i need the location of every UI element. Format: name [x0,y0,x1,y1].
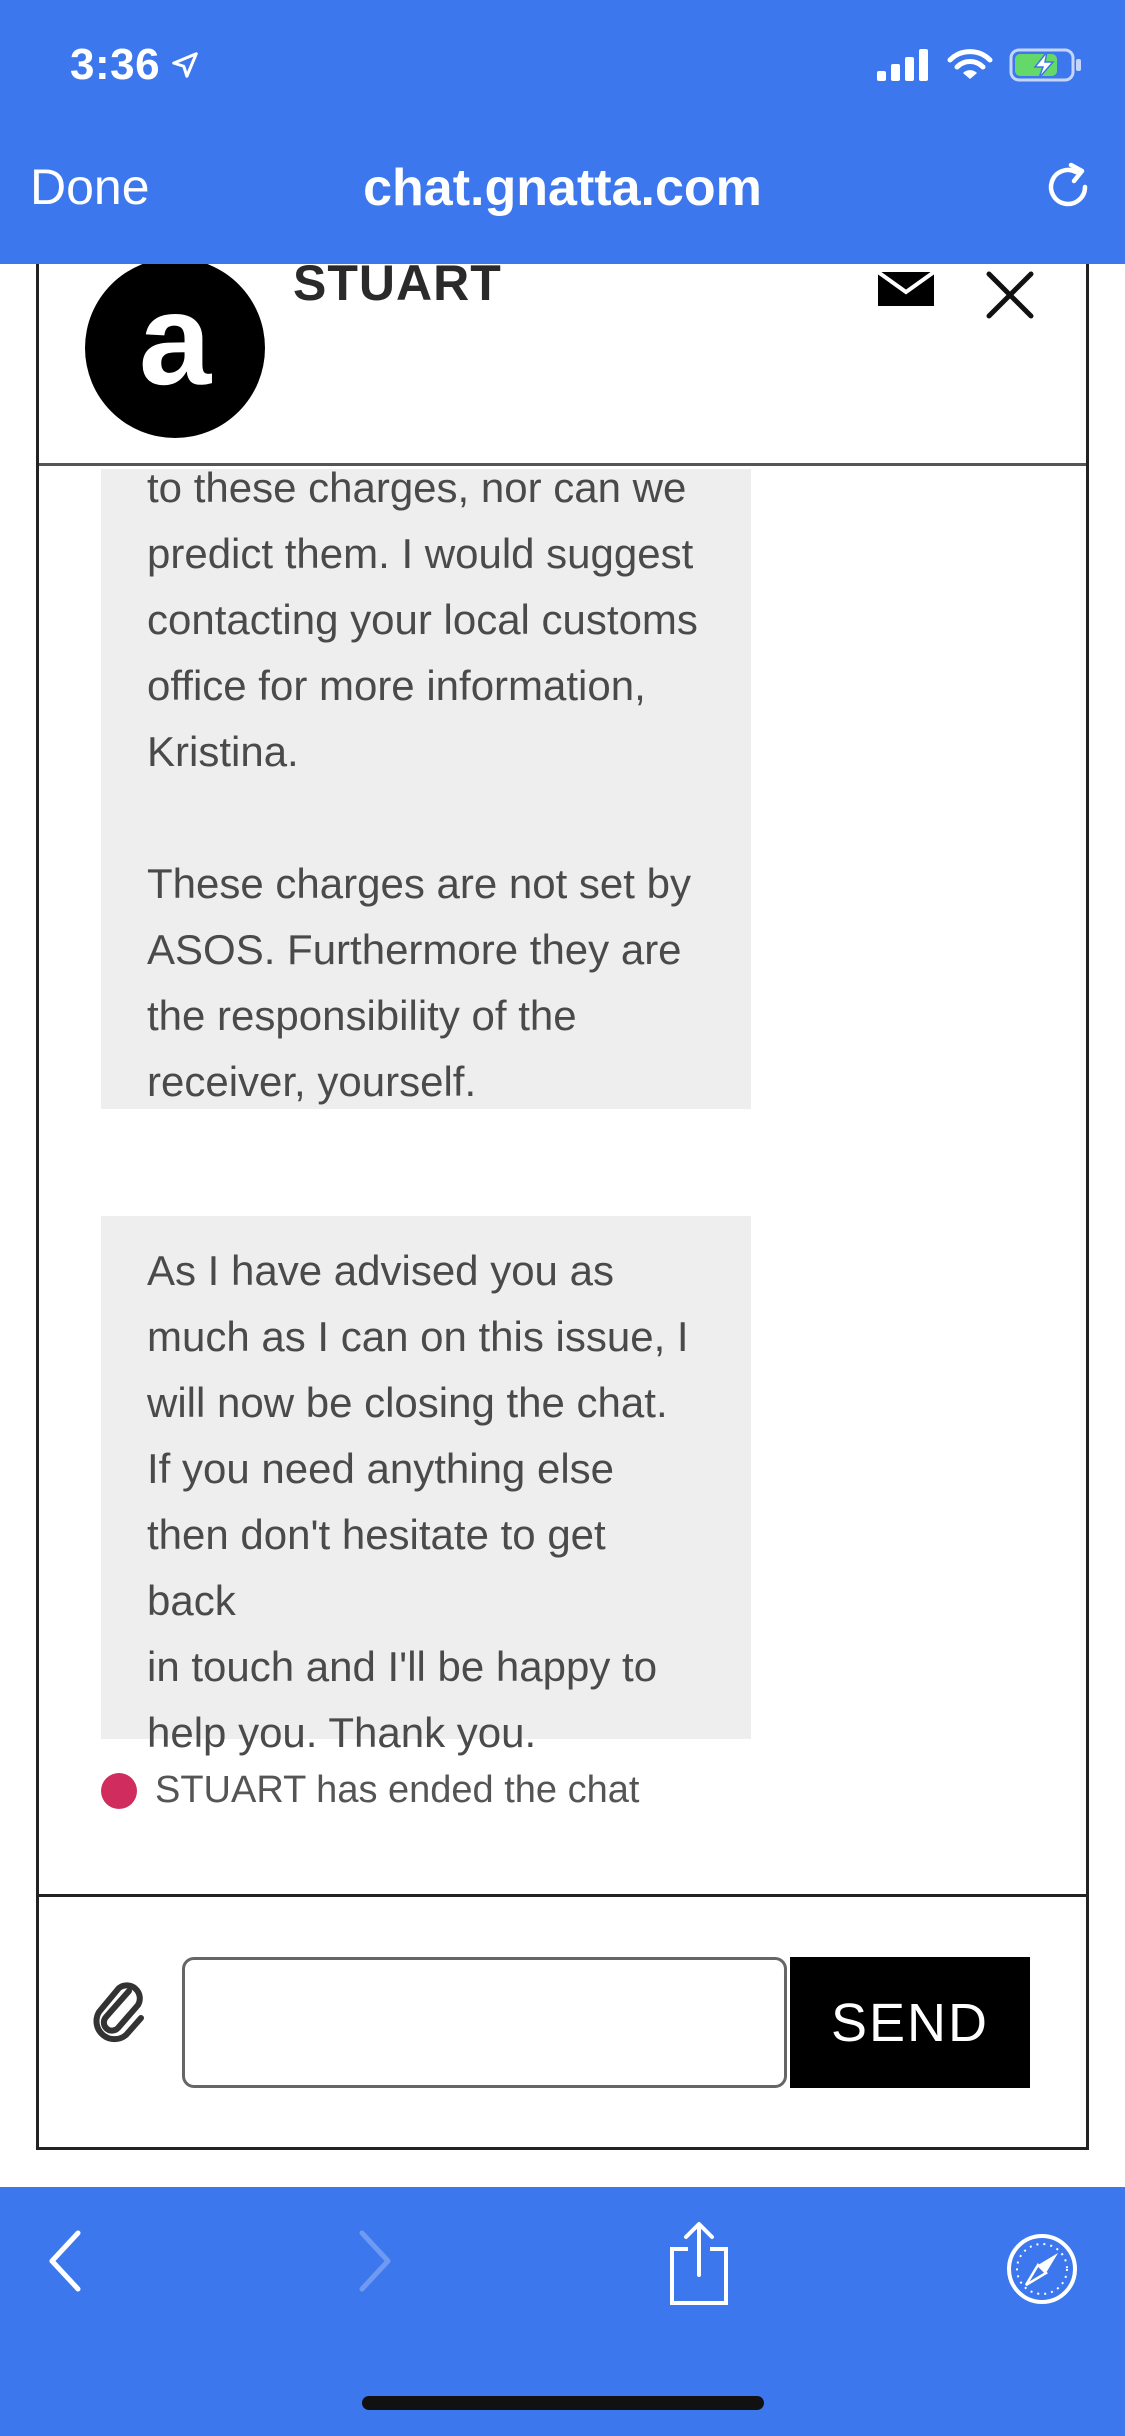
message-list[interactable] [39,469,1086,1894]
chevron-right-icon [352,2227,396,2295]
chat-ended-text: STUART has ended the chat [155,1769,640,1811]
agent-name: STUART [293,264,502,311]
message-input[interactable] [182,1957,787,2088]
wifi-icon [947,48,993,82]
chevron-left-icon [44,2227,88,2295]
forward-button[interactable] [352,2227,396,2300]
status-dot [101,1773,137,1809]
agent-message-bubble: to these charges, nor can we predict them. I would suggest contacting your local customs office for more information, Kristina. These charges are not set by ASOS. Furthermore they are the responsibility of the receiver, yourself. [101,469,751,1109]
status-time [70,40,200,90]
reload-icon [1041,160,1095,214]
location-arrow-icon [170,50,200,80]
chat-ended-notice [101,1769,639,1812]
done-button[interactable]: Done [30,159,150,215]
home-indicator[interactable] [362,2396,764,2410]
send-button[interactable]: SEND [790,1957,1030,2088]
mail-icon [877,268,935,310]
back-button[interactable] [44,2227,88,2300]
close-chat-button[interactable] [981,266,1039,329]
share-icon [668,2221,730,2305]
email-transcript-button[interactable] [877,268,935,315]
reload-button[interactable] [1041,160,1095,219]
paperclip-icon [91,1977,147,2045]
compass-icon [1006,2233,1078,2305]
attach-button[interactable] [91,1977,147,2050]
open-in-safari-button[interactable] [1006,2233,1078,2310]
avatar: a [85,264,265,438]
status-icons [877,48,1083,82]
share-button[interactable] [668,2221,730,2310]
agent-message-bubble: As I have advised you as much as I can on this issue, I will now be closing the chat. If you need anything else then don't hesitate to get back in touch and I'll be happy to help you. Thank you. [101,1216,751,1739]
status-time-text: 3:36 [70,40,161,89]
battery-charging-icon [1009,48,1083,82]
message-composer [39,1894,1086,2147]
close-icon [981,266,1039,324]
browser-top-bar [0,0,1125,264]
chat-window [36,264,1089,2150]
chat-header [39,264,1086,466]
signal-icon [877,49,931,81]
url-display[interactable]: chat.gnatta.com [363,159,762,217]
